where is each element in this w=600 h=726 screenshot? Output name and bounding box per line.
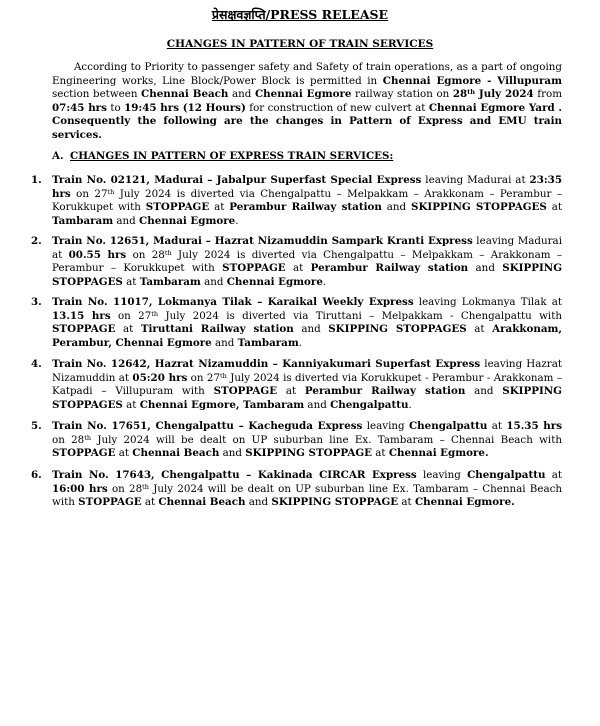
item-number: 1. [31,174,42,186]
item-number: 3. [31,296,42,308]
list-item: 1. Train No. 02121, Madurai – Jabalpur Superfast Special Express leaving Madurai at 23:35 hrs on 27th July 2024 is diverted via Chengalpattu – Melpakkam – Arakkonam – Perambur – Korukkupet with STOPPAGE at Perambur Railway station and SKIPPING STOPPAGES at Tambaram and Chennai Egmore. [31,174,562,227]
list-item: 5. Train No. 17651, Chengalpattu – Kacheguda Express leaving Chengalpattu at 15.35 hrs on 28th July 2024 will be dealt on UP suburban line Ex. Tambaram – Chennai Beach with STOPPAGE at Chennai Beach and SKIPPING STOPPAGE at Chennai Egmore. [31,420,563,459]
intro-paragraph: According to Priority to passenger safety and Safety of train operations, as a part of ongoing Engineering works, Line Block/Power Block is permitted in Chennai Egmore - Villupuram section between Chennai Beach and Chennai Egmore railway station on 28th July 2024 from 07:45 hrs to 19:45 hrs (12 Hours) for construction of new culvert at Chennai Egmore Yard . Consequently the following are the changes in Pattern of Express and EMU train services. [52,61,563,141]
document-title: CHANGES IN PATTERN OF TRAIN SERVICES [166,38,434,50]
list-item: 4. Train No. 12642, Hazrat Nizamuddin – Kanniyakumari Superfast Express leaving Hazrat Nizamuddin at 05:20 hrs on 27th July 2024 is diverted via Korukkupet - Perambur - Arakkonam – Katpadi – Villupuram with STOPPAGE at Perambur Railway station and SKIPPING STOPPAGES at Chennai Egmore, Tambaram and Chengalpattu. [31,358,562,411]
section-title: CHANGES IN PATTERN OF EXPRESS TRAIN SERVICES: [70,150,394,162]
section-letter: A. [52,150,64,162]
list-item: 6. Train No. 17643, Chengalpattu – Kakinada CIRCAR Express leaving Chengalpattu at 16:00 hrs on 28th July 2024 will be dealt on UP suburban line Ex. Tambaram – Chennai Beach with STOPPAGE at Chennai Beach and SKIPPING STOPPAGE at Chennai Egmore. [31,469,562,508]
item-number: 4. [31,358,42,370]
list-item: 2. Train No. 12651, Madurai – Hazrat Nizamuddin Sampark Kranti Express leaving Madurai at 00.55 hrs on 28th July 2024 is diverted via Chengalpattu – Melpakkam – Arakkonam – Perambur – Korukkupet with STOPPAGE at Perambur Railway station and SKIPPING STOPPAGES at Tambaram and Chennai Egmore. [31,235,562,288]
section-a-heading [52,150,562,162]
list-item: 3. Train No. 11017, Lokmanya Tilak – Karaikal Weekly Express leaving Lokmanya Tilak at 13.15 hrs on 27th July 2024 is diverted via Tiruttani – Melpakkam - Chengalpattu with STOPPAGE at Tiruttani Railway station and SKIPPING STOPPAGES at Arakkonam, Perambur, Chennai Egmore and Tambaram. [31,296,563,349]
press-release-heading: प्रेसक्षवज्ञप्ति/PRESS RELEASE [211,7,389,22]
item-number: 2. [31,235,42,247]
item-number: 5. [31,420,42,432]
item-number: 6. [31,469,42,481]
